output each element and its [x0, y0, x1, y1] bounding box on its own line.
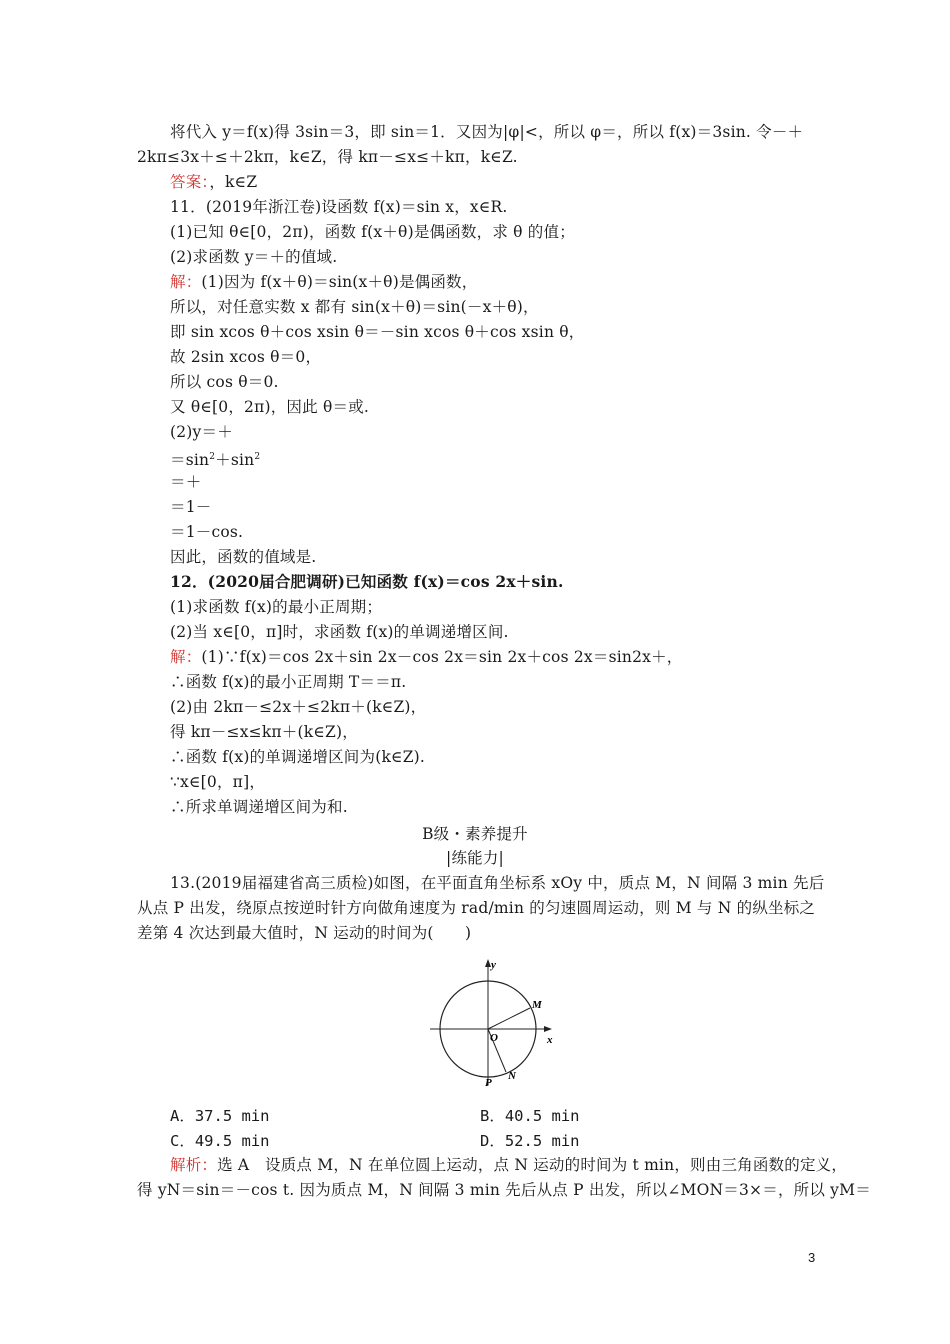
text-line: ∴函数 f(x)的最小正周期 T＝＝π. — [170, 673, 407, 691]
answer-line — [170, 172, 257, 192]
answer-label: 答案： — [170, 173, 210, 191]
answer-value: ，k∈Z — [209, 173, 258, 191]
page-number: 3 — [808, 1250, 816, 1265]
solution-label-2: 解： — [170, 648, 202, 666]
analysis-label: 解析： — [170, 1156, 218, 1174]
text-line: ＝＋ — [170, 473, 202, 491]
sin-squared-line: $=\sin^2+\sin^2$ — [170, 451, 261, 470]
point-p-label: P — [485, 1077, 492, 1089]
text-line: 所以，对任意实数 x 都有 sin(x＋θ)＝sin(－x＋θ)， — [170, 298, 539, 316]
text-line: 得 yN＝sin＝－cos t. 因为质点 M，N 间隔 3 min 先后从点 P 出发，所以∠MON＝3×＝，所以 yM＝ — [137, 1181, 871, 1199]
sin-term-a: ＝sin — [170, 451, 210, 470]
option-a: A．37.5 min — [170, 1107, 270, 1125]
unit-circle-figure — [428, 955, 568, 1090]
solution-label: 解： — [170, 273, 202, 291]
solution-line-1 — [170, 272, 477, 292]
x-axis-arrow — [544, 1026, 552, 1032]
text-line: 又 θ∈[0，2π)，因此 θ＝或. — [170, 398, 370, 416]
origin-label: O — [490, 1032, 498, 1044]
y-axis-label: y — [491, 959, 496, 971]
option-d: D．52.5 min — [480, 1132, 580, 1150]
solution-text: (1)因为 f(x＋θ)＝sin(x＋θ)是偶函数， — [201, 273, 478, 291]
point-n-label: N — [508, 1070, 516, 1082]
section-title: B级・素养提升 — [422, 825, 528, 843]
text-line: 从点 P 出发，绕原点按逆时针方向做角速度为 rad/min 的匀速圆周运动，则 M 与 N 的纵坐标之 — [137, 899, 816, 917]
text-line: (2)y＝＋ — [170, 423, 233, 441]
analysis-line — [170, 1155, 847, 1175]
radius-om — [488, 1008, 530, 1029]
text-line: ＝1－ — [170, 498, 212, 516]
text-line: 差第 4 次达到最大值时，N 运动的时间为( ) — [137, 924, 472, 942]
question-12 — [170, 572, 564, 592]
x-axis-label: x — [547, 1034, 553, 1046]
text-line: 11．(2019年浙江卷)设函数 f(x)＝sin x，x∈R. — [170, 198, 508, 216]
text-line: 13.(2019届福建省高三质检)如图，在平面直角坐标系 xOy 中，质点 M，N 间隔 3 min 先后 — [170, 874, 825, 892]
text-line: ∵x∈[0，π]， — [170, 773, 266, 791]
section-subtitle: |练能力| — [446, 849, 504, 867]
sin-term-b: ＋sin — [215, 451, 255, 470]
text-line: ＝1－cos. — [170, 523, 244, 541]
point-m-label: M — [532, 999, 542, 1011]
solution-text-2: (1)∵f(x)＝cos 2x＋sin 2x－cos 2x＝sin 2x＋cos 2x＝sin2x＋， — [201, 648, 683, 666]
text-line: 故 2sin xcos θ＝0， — [170, 348, 322, 366]
text-line: ∴函数 f(x)的单调递增区间为(k∈Z). — [170, 748, 426, 766]
text-line: 所以 cos θ＝0. — [170, 373, 279, 391]
solution-line-2 — [170, 647, 682, 667]
text-line: (2)求函数 y＝＋的值域. — [170, 248, 338, 266]
text-line: (1)已知 θ∈[0，2π)，函数 f(x＋θ)是偶函数，求 θ 的值； — [170, 223, 575, 241]
text-line: 2kπ≤3x＋≤＋2kπ，k∈Z，得 kπ－≤x≤＋kπ，k∈Z. — [137, 148, 518, 166]
text-line: 即 sin xcos θ＋cos xsin θ＝－sin xcos θ＋cos xsin θ， — [170, 323, 585, 341]
text-line: (2)由 2kπ－≤2x＋≤2kπ＋(k∈Z)， — [170, 698, 427, 716]
question-12-text: 12．(2020届合肥调研)已知函数 f(x)＝cos 2x＋sin. — [170, 572, 564, 591]
analysis-text: 选 A 设质点 M，N 在单位圆上运动，点 N 运动的时间为 t min，则由三角函数的定义， — [217, 1156, 848, 1174]
text-line: (2)当 x∈[0，π]时，求函数 f(x)的单调递增区间. — [170, 623, 509, 641]
text-line: 将代入 y＝f(x)得 3sin＝3，即 sin＝1．又因为|φ|<，所以 φ＝，所以 f(x)＝3sin. 令－＋ — [170, 123, 804, 141]
text-line: 因此，函数的值域是. — [170, 548, 317, 566]
text-line: ∴所求单调递增区间为和. — [170, 798, 348, 816]
option-c: C．49.5 min — [170, 1132, 270, 1150]
text-line: (1)求函数 f(x)的最小正周期； — [170, 598, 383, 616]
option-b: B．40.5 min — [480, 1107, 580, 1125]
text-line: 得 kπ－≤x≤kπ＋(k∈Z)， — [170, 723, 358, 741]
